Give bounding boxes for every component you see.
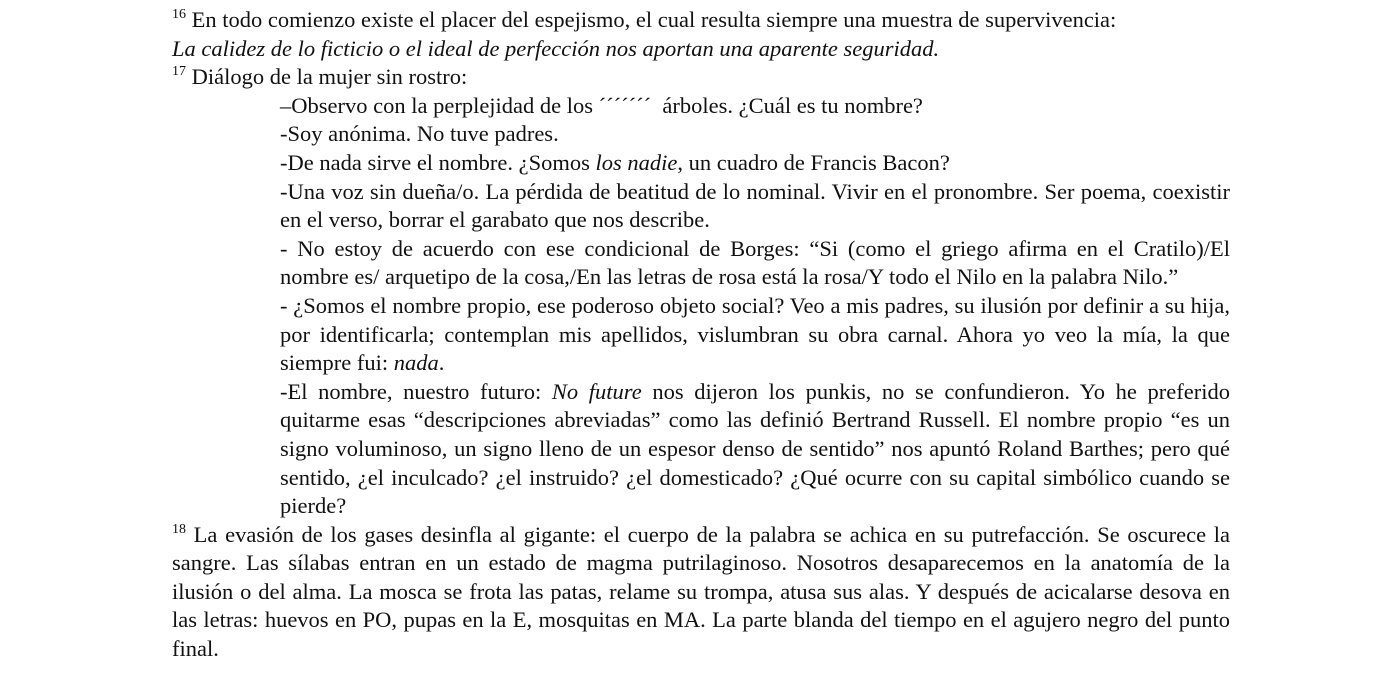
footnote-16-italic: La calidez de lo ficticio o el ideal de perfección nos aportan una aparente seguridad. bbox=[172, 35, 940, 61]
dialogue-line-6-end: . bbox=[438, 350, 445, 376]
dialogue-line-3 bbox=[280, 149, 1230, 178]
footnote-marker-17: 17 bbox=[172, 64, 186, 80]
dialogue-line-1 bbox=[280, 92, 1230, 121]
footnote-marker-18: 18 bbox=[172, 521, 186, 537]
document-page bbox=[172, 6, 1230, 664]
footnote-16 bbox=[172, 6, 1230, 63]
dialogue-line-1-text: –Observo con la perplejidad de los bbox=[280, 92, 599, 118]
dialogue-line-7-end: nos dijeron los punkis, no se confundieron. Yo he preferido quitarme esas “descripciones abreviadas” como las definió Bertrand Russell. El nombre propio “es un signo voluminoso, un signo lleno de un espesor denso de sentido” nos apuntó Roland Barthes; pero qué sentido, ¿el inculcado? ¿el instruido? ¿el domesticado? ¿Qué ocurre con su capital simbólico cuando se pierde? bbox=[280, 378, 1230, 519]
footnote-17-heading bbox=[172, 63, 1230, 92]
dialogue-line-7-italic: No future bbox=[551, 378, 642, 404]
footnote-17-title: Diálogo de la mujer sin rostro: bbox=[186, 64, 468, 90]
footnote-18 bbox=[172, 521, 1230, 664]
footnote-marker-16: 16 bbox=[172, 7, 186, 22]
dialogue-line-3-italic: los nadie bbox=[595, 149, 678, 175]
footnote-16-text: En todo comienzo existe el placer del espejismo, el cual resulta siempre una muestra de supervivencia: bbox=[186, 7, 1117, 32]
dialogue-line-6-italic: nada bbox=[393, 350, 439, 376]
dialogue-line-1-end: árboles. ¿Cuál es tu nombre? bbox=[651, 92, 923, 118]
dialogue-line-7-text: -El nombre, nuestro futuro: bbox=[280, 378, 552, 404]
footnote-18-text: La evasión de los gases desinfla al gigante: el cuerpo de la palabra se achica en su putrefacción. Se oscurece la sangre. Las sílabas entran en un estado de magma putrilaginoso. Nosotros desaparecemos en la anatomía de la ilusión o del alma. La mosca se frota las patas, relame su trompa, atusa sus alas. Y después de acicalarse desova en las letras: huevos en PO, pupas en la E, mosquitas en MA. La parte blanda del tiempo en el agujero negro del punto final. bbox=[172, 521, 1230, 662]
dialogue-line-5: - No estoy de acuerdo con ese condicional de Borges: “Si (como el griego afirma en el Cratilo)/El nombre es/ arquetipo de la cosa,/En las letras de rosa está la rosa/Y todo el Nilo en la palabra Nilo.” bbox=[280, 235, 1230, 290]
dialogue-line-2: -Soy anónima. No tuve padres. bbox=[280, 121, 559, 147]
dialogue-line-1-marks: ´´´´´´´ bbox=[598, 92, 652, 118]
dialogue-line-4: -Una voz sin dueña/o. La pérdida de beatitud de lo nominal. Vivir en el pronombre. Ser poema, coexistir en el verso, borrar el garabato que nos describe. bbox=[280, 178, 1230, 233]
dialogue-line-6-text: - ¿Somos el nombre propio, ese poderoso objeto social? Veo a mis padres, su ilusión por definir a su hija, por identificarla; contemplan mis apellidos, vislumbran su obra carnal. Ahora yo veo la mía, la que siempre fui: bbox=[280, 292, 1230, 376]
dialogue-line-7 bbox=[280, 378, 1230, 521]
dialogue-line-3-end: , un cuadro de Francis Bacon? bbox=[677, 149, 950, 175]
dialogue-line-3-text: -De nada sirve el nombre. ¿Somos bbox=[280, 149, 596, 175]
dialogue-line-6 bbox=[280, 292, 1230, 378]
